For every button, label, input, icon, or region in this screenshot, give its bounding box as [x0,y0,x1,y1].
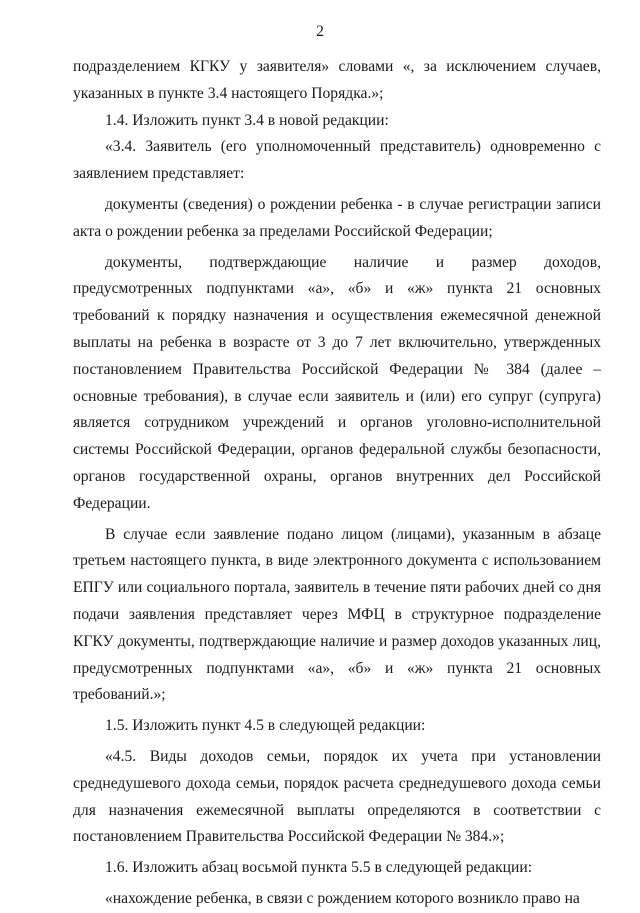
paragraph-item-1-6: 1.6. Изложить абзац восьмой пункта 5.5 в следующей редакции: [105,859,533,877]
paragraph-item-1-4: 1.4. Изложить пункт 3.4 в новой редакции: [105,111,389,129]
paragraph-continuation: подразделением КГКУ у заявителя» словами «, за исключением случаев, указанных в пункте 3.4 настоящего Порядка.»; [73,58,601,102]
paragraph-item-1-5: 1.5. Изложить пункт 4.5 в следующей редакции: [105,717,426,735]
paragraph-electronic-application: В случае если заявление подано лицом (лицами), указанным в абзаце третьем настоящего пункта, в виде электронного документа с использованием ЕПГУ или социального портала, заявитель в течение пяти рабочих дней со дня подачи заявления представляет через МФЦ в структурное подразделение КГКУ документы, подтверждающие наличие и размер доходов указанных лиц, предусмотренных подпунктами «а», «б» и «ж» пункта 21 основных требований.»; [73,525,601,704]
paragraph-4-5: «4.5. Виды доходов семьи, порядок их учета при установлении среднедушевого дохода семьи, порядок расчета среднедушевого дохода семьи для назначения ежемесячной выплаты определяются в соответствии с постановлением Правительства Российской Федерации № 384.»; [73,747,601,846]
paragraph-income-documents: документы, подтверждающие наличие и размер доходов, предусмотренных подпунктами «а», «б» и «ж» пункта 21 основных требований к порядку назначения и осуществления ежемесячной денежной выплаты на ребенка в возрасте от 3 до 7 лет включительно, утвержденных постановлением Правительства Российской Федерации № 384 (далее – основные требования), в случае если заявитель и (или) его супруг (супруга) является сотрудником учреждений и органов уголовно-исполнительной системы Российской Федерации, органов федеральной службы безопасности, органов государственной охраны, органов внутренних дел Российской Федерации. [73,253,601,512]
page-number: 2 [316,23,324,40]
document-body [73,54,601,913]
paragraph-birth-documents: документы (сведения) о рождении ребенка - в случае регистрации записи акта о рождении ребенка за пределами Российской Федерации; [73,195,601,240]
paragraph-3-4-intro: «3.4. Заявитель (его уполномоченный представитель) одновременно с заявлением представляет: [73,138,601,183]
paragraph-5-5-start: «нахождение ребенка, в связи с рождением которого возникло право на [105,889,580,907]
